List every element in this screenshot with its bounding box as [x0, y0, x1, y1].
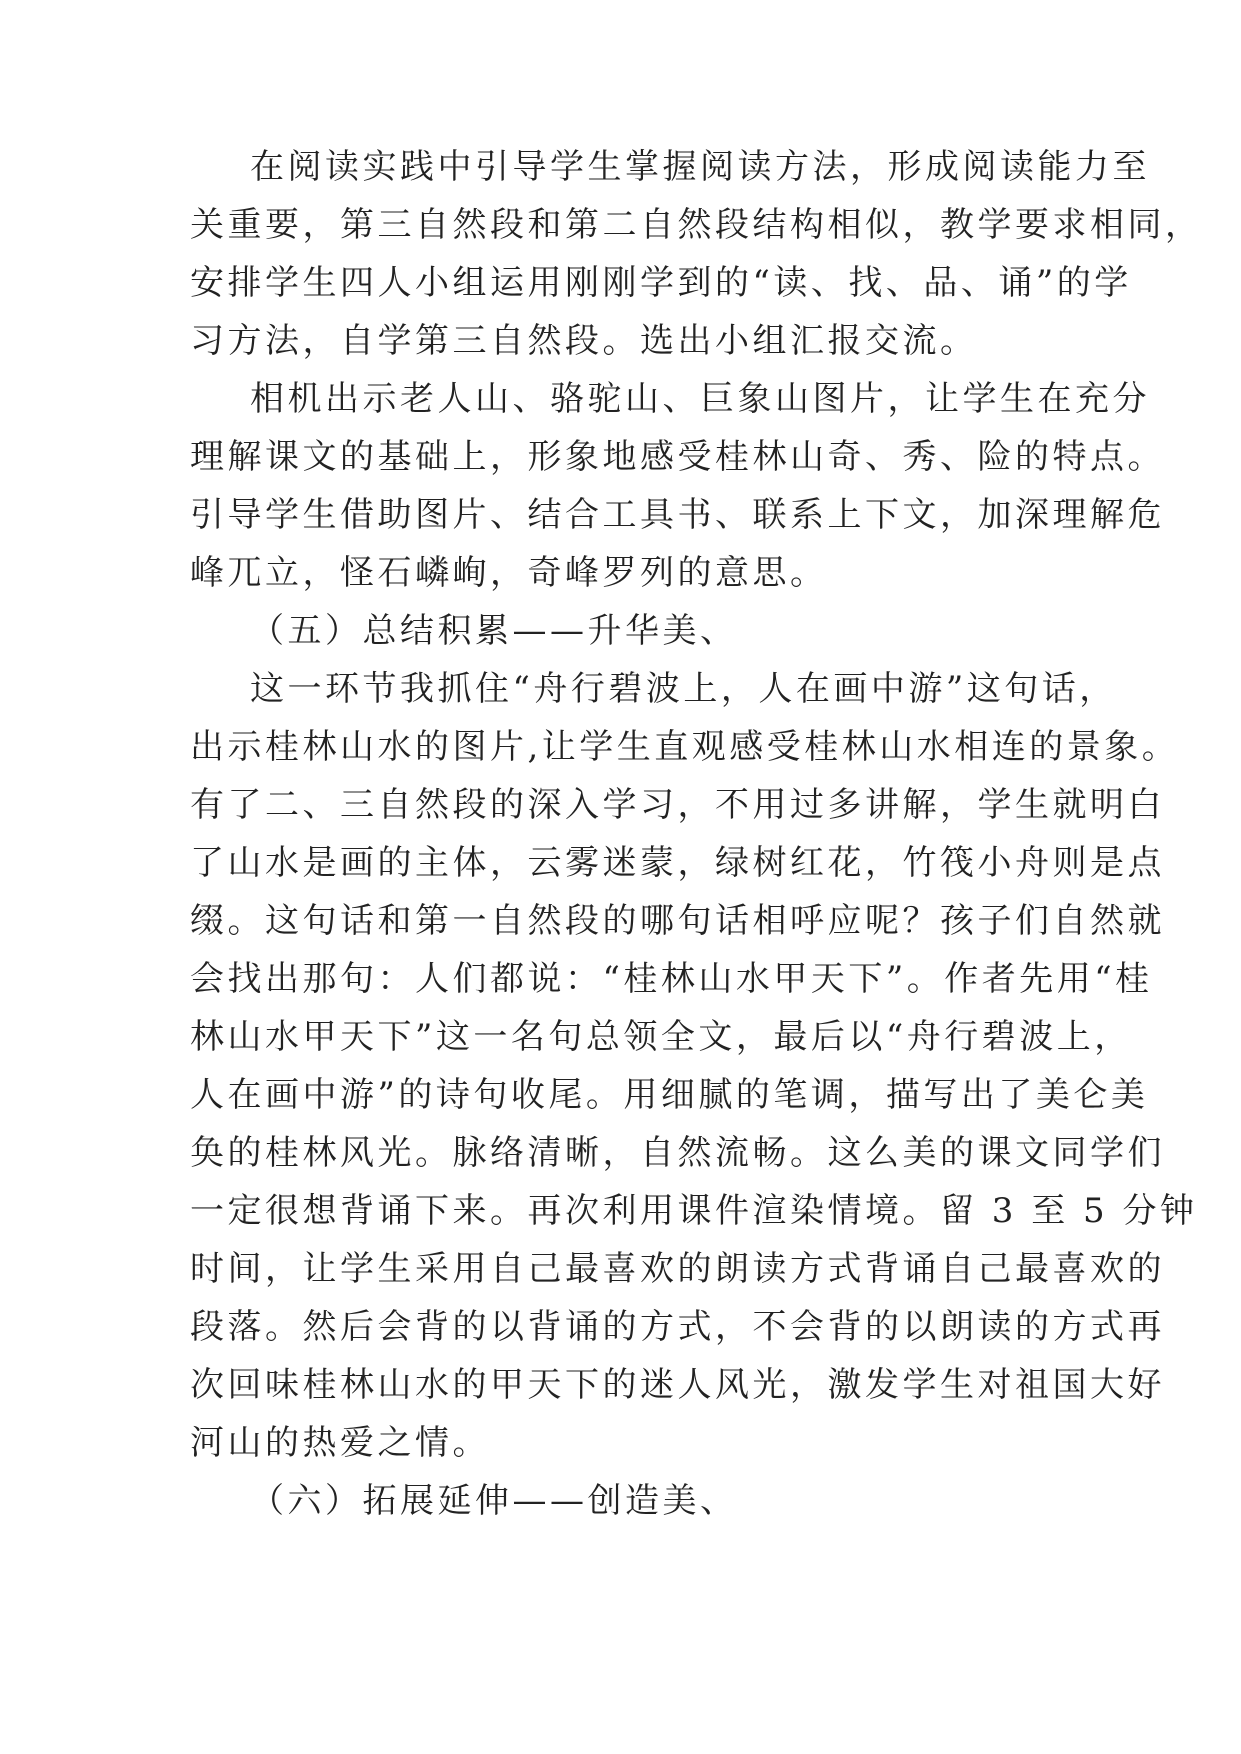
- paragraph-line: 相机出示老人山、骆驼山、巨象山图片，让学生在充分: [250, 379, 1150, 419]
- paragraph-line: 人在画中游”的诗句收尾。用细腻的笔调，描写出了美仑美: [190, 1075, 1149, 1115]
- paragraph-line: 引导学生借助图片、结合工具书、联系上下文，加深理解危: [190, 495, 1165, 535]
- paragraph-line: 出示桂林山水的图片,让学生直观感受桂林山水相连的景象。: [190, 727, 1180, 767]
- section-heading: （六）拓展延伸——创造美、: [250, 1481, 738, 1521]
- paragraph-line: 这一环节我抓住“舟行碧波上，人在画中游”这句话，: [250, 669, 1117, 709]
- paragraph-line: 河山的热爱之情。: [190, 1423, 490, 1463]
- paragraph-line: 在阅读实践中引导学生掌握阅读方法，形成阅读能力至: [250, 147, 1150, 187]
- paragraph-line: 安排学生四人小组运用刚刚学到的“读、找、品、诵”的学: [190, 263, 1132, 303]
- paragraph-line: 了山水是画的主体，云雾迷蒙，绿树红花，竹筏小舟则是点: [190, 843, 1165, 883]
- paragraph-line: 习方法，自学第三自然段。选出小组汇报交流。: [190, 321, 978, 361]
- paragraph-line: 理解课文的基础上，形象地感受桂林山奇、秀、险的特点。: [190, 437, 1165, 477]
- paragraph-line: 峰兀立，怪石嶙峋，奇峰罗列的意思。: [190, 553, 828, 593]
- paragraph-line: 林山水甲天下”这一名句总领全文，最后以“舟行碧波上，: [190, 1017, 1132, 1057]
- paragraph-line: 次回味桂林山水的甲天下的迷人风光，激发学生对祖国大好: [190, 1365, 1165, 1405]
- paragraph-line: 有了二、三自然段的深入学习，不用过多讲解，学生就明白: [190, 785, 1165, 825]
- section-heading: （五）总结积累——升华美、: [250, 611, 738, 651]
- paragraph-line: 缀。这句话和第一自然段的哪句话相呼应呢？孩子们自然就: [190, 901, 1165, 941]
- paragraph-line: 奂的桂林风光。脉络清晰，自然流畅。这么美的课文同学们: [190, 1133, 1165, 1173]
- paragraph-line: 会找出那句：人们都说：“桂林山水甲天下”。作者先用“桂: [190, 959, 1153, 999]
- paragraph-line: 段落。然后会背的以背诵的方式，不会背的以朗读的方式再: [190, 1307, 1165, 1347]
- paragraph-line: 关重要，第三自然段和第二自然段结构相似，教学要求相同，: [190, 205, 1203, 245]
- paragraph-line: 一定很想背诵下来。再次利用课件渲染情境。留 3 至 5 分钟: [190, 1191, 1198, 1231]
- paragraph-line: 时间，让学生采用自己最喜欢的朗读方式背诵自己最喜欢的: [190, 1249, 1165, 1289]
